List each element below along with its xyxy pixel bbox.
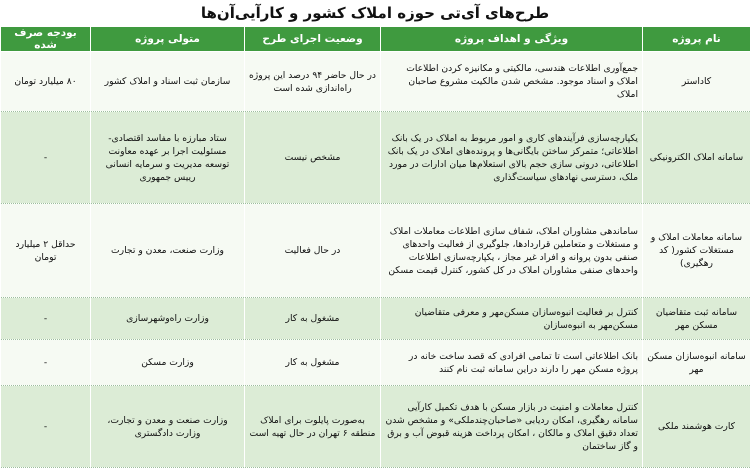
cell-project-name: سامانه معاملات املاک و مستغلات کشور( کد رهگیری) [643,204,750,298]
cell-features: کنترل بر فعالیت انبوه‌سازان مسکن‌مهر و معرفی متقاضیان مسکن‌مهر به انبوه‌سازان [381,298,643,340]
cell-features: یکپارچه‌سازی فرآیندهای کاری و امور مربوط به املاک در یک بانک اطلاعاتی؛ متمرکز ساختن بایگانی‌ها و پرونده‌های املاک در یک بانک اطلاعاتی، درونی سازی حجم بالای استعلام‌ها میان ادارات در مورد ملک، دسترسی نهادهای سیاست‌گذاری [381,112,643,204]
table-row [1,386,750,468]
cell-features: بانک اطلاعاتی است تا تمامی افرادی که قصد ساخت خانه در پروژه مسکن مهر را دارند دراین سامانه ثبت نام کنند [381,340,643,386]
header-budget: بودجه صرف شده [1,27,91,52]
table-row [1,52,750,112]
table-row [1,298,750,340]
cell-owner: سازمان ثبت اسناد و املاک کشور [91,52,245,112]
header-features: ویژگی و اهداف پروژه [381,27,643,52]
table-row [1,340,750,386]
cell-budget: - [1,298,91,340]
cell-budget: - [1,112,91,204]
header-project-name: نام پروژه [643,27,750,52]
cell-project-name: سامانه املاک الکترونیکی [643,112,750,204]
cell-budget: - [1,386,91,468]
cell-status: مشغول به کار [245,298,381,340]
cell-project-name: سامانه ثبت متقاضیان مسکن مهر [643,298,750,340]
table-row [1,112,750,204]
table-header-row [1,27,750,52]
cell-project-name: کاداستر [643,52,750,112]
header-owner: متولی پروژه [91,27,245,52]
projects-table [0,26,750,468]
cell-status: مشغول به کار [245,340,381,386]
cell-status: در حال حاضر ۹۴ درصد این پروژه راه‌اندازی شده است [245,52,381,112]
cell-owner: وزارت صنعت، معدن و تجارت [91,204,245,298]
cell-owner: وزارت راه‌وشهرسازی [91,298,245,340]
cell-features: ساماندهی مشاوران املاک، شفاف سازی اطلاعات معاملات املاک و مستغلات و متعاملین قراردادها، جلوگیری از فعالیت واحدهای صنفی بدون پروانه و افراد غیر مجاز ، یکپارچه‌سازی اطلاعات واحدهای صنفی مشاوران املاک در کل کشور، کنترل قیمت مسکن [381,204,643,298]
cell-owner: وزارت صنعت و معدن و تجارت، وزارت دادگستری [91,386,245,468]
cell-features: جمع‌آوری اطلاعات هندسی، مالکیتی و مکانیزه کردن اطلاعات املاک و اسناد موجود. مشخص شدن مالکیت مشروع صاحبان املاک [381,52,643,112]
page-title: طرح‌های آی‌تی حوزه املاک کشور و کارآیی‌آن‌ها [200,4,550,22]
cell-budget: حداقل ۲ میلیارد تومان [1,204,91,298]
cell-owner: ستاد مبارزه با مفاسد اقتصادی- مسئولیت اجرا بر عهده معاونت توسعه مدیریت و سرمایه انسانی رییس جمهوری [91,112,245,204]
table-row [1,204,750,298]
cell-budget: ۸۰ میلیارد تومان [1,52,91,112]
header-status: وضعیت اجرای طرح [245,27,381,52]
cell-budget: - [1,340,91,386]
cell-project-name: کارت هوشمند ملکی [643,386,750,468]
cell-owner: وزارت مسکن [91,340,245,386]
cell-features: کنترل معاملات و امنیت در بازار مسکن با هدف تکمیل کارآیی سامانه رهگیری، امکان ردیابی «صاحبان‌چندملکی» و مشخص شدن تعداد دقیق املاک و مالکان ، امکان پرداخت هزینه قبوض آب و برق و گاز ساختمان [381,386,643,468]
cell-status: در حال فعالیت [245,204,381,298]
cell-status: به‌صورت پایلوت برای املاک منطقه ۶ تهران در حال تهیه است [245,386,381,468]
cell-status: مشخص نیست [245,112,381,204]
cell-project-name: سامانه انبوه‌سازان مسکن مهر [643,340,750,386]
